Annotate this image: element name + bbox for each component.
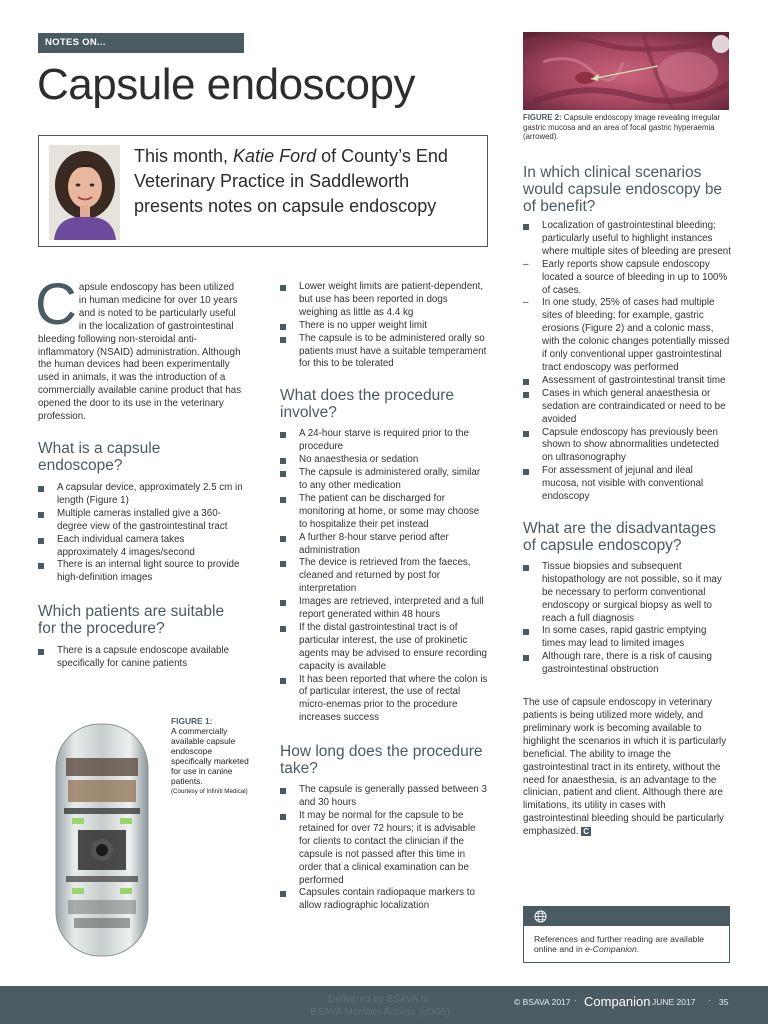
list-item: The capsule is administered orally, similar to any other medication [280,467,488,493]
drop-cap: C [35,272,77,337]
column-3 [523,164,731,839]
list-item: Tissue biopsies and subsequent histopathology are not possible, so it may be necessary to perform conventional endoscopy or surgical biopsy as well to reach a full diagnosis [523,561,731,626]
section-tag [38,33,244,53]
intro-box [38,135,488,247]
figure-1-caption-text: A commercially available capsule endoscope specifically marketed for use in canine patients. [171,726,249,786]
heading-how-long: How long does the procedure take? [280,743,483,778]
issue-date: JUNE 2017 [652,997,696,1007]
end-mark: C [583,827,590,837]
list-which-patients [38,645,244,671]
magazine-name: Companion [584,994,651,1009]
column-2 [280,281,488,913]
page-number: 35 [719,997,729,1007]
list-item: Lower weight limits are patient-dependent, but use has been reported in dogs weighing as little as 4.4 kg [280,281,488,320]
intro-post: of County’s End Veterinary Practice in Saddleworth presents notes on capsule endoscopy [134,146,448,216]
intro-paragraph-text: apsule endoscopy has been utilized in human medicine for over 10 years and is noted to be particularly useful in the localization of gastrointestinal bleeding following non-steroidal anti-inflammatory (NSAID) administration. Although the human devices had been experimentally used in animals, it was the introduction of a commercially available canine product that has opened the door to its use in the veterinary profession. [38,282,242,423]
list-item: Assessment of gastrointestinal transit time [523,375,731,388]
figure-2-caption-text: Capsule endoscopy image revealing irregular gastric mucosa and an area of focal gastric hyperaemia (arrowed). [523,113,721,141]
references-text-pre: References and further reading are available online and in [534,934,705,954]
separator-dot: · [574,995,577,1005]
list-item-text: Localization of gastrointestinal bleeding; particularly useful to highlight instances where multiple sites of bleeding are present [542,220,731,257]
list-item: The capsule is to be administered orally so patients must have a suitable temperament for this to be tolerated [280,333,488,372]
list-item: It has been reported that where the colon is of particular interest, the use of rectal micro-enemas prior to the procedure increases success [280,674,488,726]
list-what-is [38,482,244,585]
list-item: Each individual camera takes approximately 4 images/second [38,534,244,560]
list-item: There is no upper weight limit [280,320,488,333]
list-patients-cont [280,281,488,371]
author-name: Katie Ford [233,146,317,166]
list-item: It may be normal for the capsule to be retained for over 72 hours; it is advisable for clients to contact the clinician if the capsule is not passed after this time in order that a clinical examination can be performed [280,810,488,887]
conclusion-paragraph [523,697,731,839]
sub-list-item: – Early reports show capsule endoscopy located a source of bleeding in up to 100% of cases. [523,259,731,298]
column-1 [35,272,244,671]
heading-which-patients: Which patients are suitable for the procedure? [38,603,225,638]
references-text-post: . [636,944,640,954]
list-item: If the distal gastrointestinal tract is of particular interest, the use of prokinetic agents may be advised to ensure recording capacity is available [280,622,488,674]
references-header [524,907,729,926]
list-item: A 24-hour starve is required prior to the procedure [280,428,488,454]
article-title: Capsule endoscopy [37,60,415,109]
list-disadvantages [523,561,731,677]
e-companion-label: e-Companion [585,944,637,954]
heading-clinical-scenarios: In which clinical scenarios would capsule endoscopy be of benefit? [523,164,723,215]
delivery-line-2: BSAVA Member Access (id305) [310,1007,450,1018]
list-item: For assessment of jejunal and ileal mucosa, not visible with conventional endoscopy [523,465,731,504]
heading-procedure-involve: What does the procedure involve? [280,387,455,422]
list-item: Although rare, there is a risk of causing gastrointestinal obstruction [523,651,731,677]
delivery-watermark [290,993,470,1019]
figure-1-label: FIGURE 1: [171,716,213,726]
author-portrait [49,145,120,240]
globe-icon [534,910,547,923]
references-box [523,906,730,963]
list-item: Capsules contain radiopaque markers to allow radiographic localization [280,887,488,913]
list-item: There is an internal light source to provide high-definition images [38,559,244,585]
list-how-long [280,784,488,913]
figure-1-courtesy: (Courtesy of Infiniti Medical) [171,788,248,795]
figure-2-image [523,32,729,110]
figure-2-caption [523,113,733,142]
figure-1-image [38,718,166,963]
list-item: The capsule is generally passed between 3 and 30 hours [280,784,488,810]
intro-paragraph [35,272,244,424]
list-item: Images are retrieved, interpreted and a full report generated within 48 hours [280,596,488,622]
list-item: The patient can be discharged for monitoring at home, or some may choose to hospitalize their pet instead [280,493,488,532]
conclusion-text: The use of capsule endoscopy in veterinary patients is being utilized more widely, and preliminary work is becoming available to highlight the scenarios in which it is particularly beneficial. The ability to image the gastrointestinal tract in its entirety, without the need for anaesthesia, is an advantage to the clinician, patient and client. Although there are limitations, its utility in cases with gastrointestinal bleeding should be particularly emphasized. [523,697,727,838]
list-procedure-involve [280,428,488,725]
list-item: A capsular device, approximately 2.5 cm in length (Figure 1) [38,482,244,508]
list-item: No anaesthesia or sedation [280,454,488,467]
list-item: Cases in which general anaesthesia or sedation are contraindicated or need to be avoided [523,388,731,427]
list-item: Multiple cameras installed give a 360-degree view of the gastrointestinal tract [38,508,244,534]
list-item [523,220,731,375]
sub-list [523,259,731,375]
intro-text [134,144,474,219]
intro-pre: This month, [134,146,234,166]
page-footer [0,986,768,1024]
sub-list-item: – In one study, 25% of cases had multiple sites of bleeding; for example, gastric erosions (Figure 2) and a colonic mass, with the colonic changes potentially missed if only conventional upper gastrointestinal tract endoscopy was performed [523,297,731,374]
list-item: A further 8-hour starve period after administration [280,532,488,558]
heading-what-is: What is a capsule endoscope? [38,439,161,474]
figure-2-label: FIGURE 2: [523,113,562,122]
section-tag-label: NOTES ON... [45,37,106,48]
copyright: © BSAVA 2017 [514,997,571,1007]
delivery-line-1: Delivered by BSAVA to: [328,994,432,1005]
list-item: Capsule endoscopy has previously been shown to show abnormalities undetected on ultrasonography [523,427,731,466]
list-item: In some cases, rapid gastric emptying times may lead to limited images [523,625,731,651]
references-text [534,934,724,954]
list-item: The device is retrieved from the faeces, cleaned and returned by post for interpretation [280,557,488,596]
list-item: There is a capsule endoscope available specifically for canine patients [38,645,244,671]
heading-disadvantages: What are the disadvantages of capsule endoscopy? [523,519,717,554]
list-clinical-scenarios [523,220,731,504]
figure-1-caption [171,716,251,795]
separator-dot: · [708,995,711,1005]
